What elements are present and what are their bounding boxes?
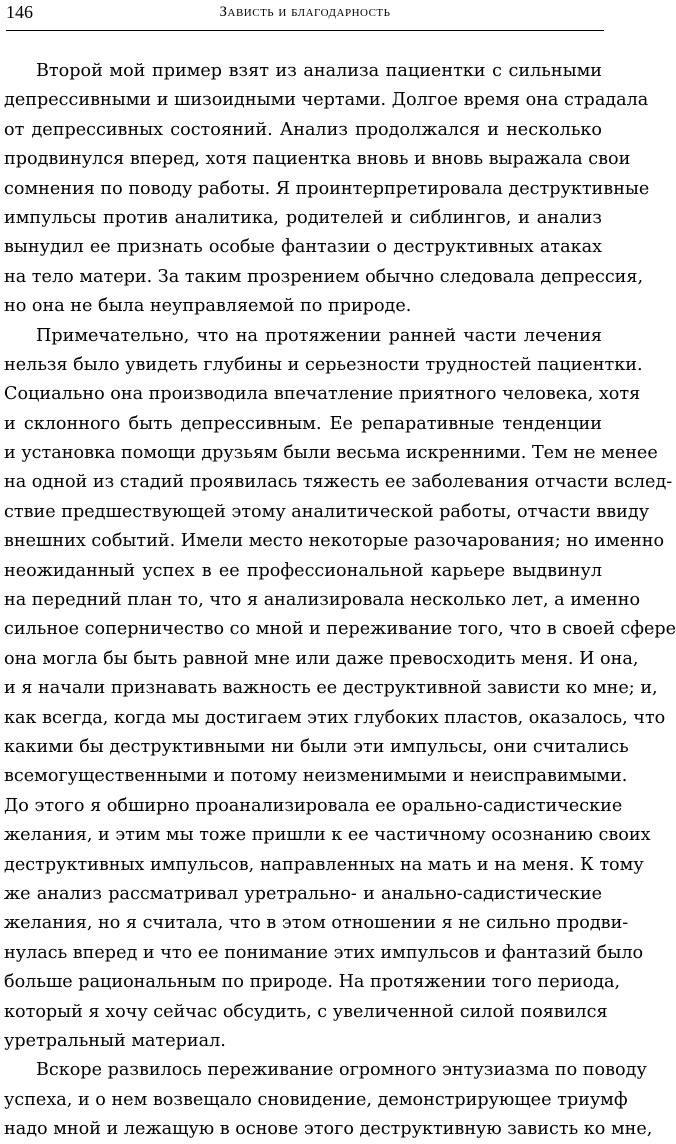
paragraph xyxy=(4,1056,653,1144)
text-line: деструктивных импульсов, направленных на мать и на меня. К тому xyxy=(4,854,644,875)
text-line: Вскоре развилось переживание огромного энтузиазма по поводу xyxy=(36,1060,647,1081)
text-line: который я хочу сейчас обсудить, с увеличенной силой появился xyxy=(4,1001,608,1022)
text-line: сильное соперничество со мной и переживание того, что в своей сфере xyxy=(4,619,676,640)
text-line: и склонного быть депрессивным. Ее репаративные тенденции xyxy=(4,413,602,434)
text-line: же анализ рассматривал уретрально- и анально-садистические xyxy=(4,883,602,904)
text-line: желания, и этим мы тоже пришли к ее частичному осознанию своих xyxy=(4,825,651,846)
text-line: Социально она производила впечатление приятного человека, хотя xyxy=(4,384,641,405)
text-line: уретральный материал. xyxy=(4,1030,226,1051)
text-line: и я начали признавать важность ее деструктивной зависти ко мне; и, xyxy=(4,678,658,699)
paragraph xyxy=(4,57,650,322)
text-line: внешних событий. Имели место некоторые разочарования; но именно xyxy=(4,531,665,552)
text-line: и установка помощи друзьям были весьма искренними. Тем не менее xyxy=(4,443,658,464)
text-line: надо мной и лежащую в основе этого деструктивную зависть ко мне, xyxy=(4,1119,653,1140)
text-line: успеха, и о нем возвещало сновидение, демонстрирующее триумф xyxy=(4,1089,628,1110)
text-line: нельзя было увидеть глубины и серьезности трудностей пациентки. xyxy=(4,354,643,375)
text-line: Второй мой пример взят из анализа пациентки с сильными xyxy=(36,61,602,81)
text-line: больше рациональным по природе. На протяжении того периода, xyxy=(4,972,621,993)
text-line: желания, но я считала, что в этом отношении я не сильно продви- xyxy=(4,913,629,934)
text-line: импульсы против аналитика, родителей и сиблингов, и анализ xyxy=(4,207,602,228)
body-text xyxy=(4,57,676,1144)
text-line: от депрессивных состояний. Анализ продолжался и несколько xyxy=(4,119,602,140)
paragraph xyxy=(4,322,676,1057)
text-line: какими бы деструктивными ни были эти импульсы, они считались xyxy=(4,736,629,757)
text-line: на передний план то, что я анализировала несколько лет, а именно xyxy=(4,590,641,611)
text-line: продвинулся вперед, хотя пациентка вновь и вновь выражала свои xyxy=(4,149,631,170)
text-line: нулась вперед и что ее понимание этих импульсов и фантазий было xyxy=(4,942,644,963)
text-line: Примечательно, что на протяжении ранней части лечения xyxy=(36,325,602,346)
text-line: как всегда, когда мы достигаем этих глубоких пластов, оказалось, что xyxy=(4,707,666,728)
running-title: Зависть и благодарность xyxy=(219,4,391,20)
text-line: она могла бы быть равной мне или даже превосходить меня. И она, xyxy=(4,648,639,669)
page-number: 146 xyxy=(6,2,33,22)
text-line: вынудил ее признать особые фантазии о деструктивных атаках xyxy=(4,237,602,258)
text-line: ствие предшествующей этому аналитической работы, отчасти ввиду xyxy=(4,501,650,522)
text-line: всемогущественными и потому неизменимыми и неисправимыми. xyxy=(4,766,628,787)
text-line: До этого я обширно проанализировала ее орально-садистические xyxy=(4,795,623,816)
text-line: сомнения по поводу работы. Я проинтерпретировала деструктивные xyxy=(4,178,650,199)
text-line: на тело матери. За таким прозрением обычно следовала депрессия, xyxy=(4,266,644,287)
text-line: но она не была неуправляемой по природе. xyxy=(4,296,412,317)
running-head xyxy=(6,0,604,31)
text-line: на одной из стадий проявилась тяжесть ее заболевания отчасти вслед- xyxy=(4,472,673,493)
text-line: неожиданный успех в ее профессиональной карьере выдвинул xyxy=(4,560,602,581)
text-line: депрессивными и шизоидными чертами. Долгое время она страдала xyxy=(4,90,649,111)
